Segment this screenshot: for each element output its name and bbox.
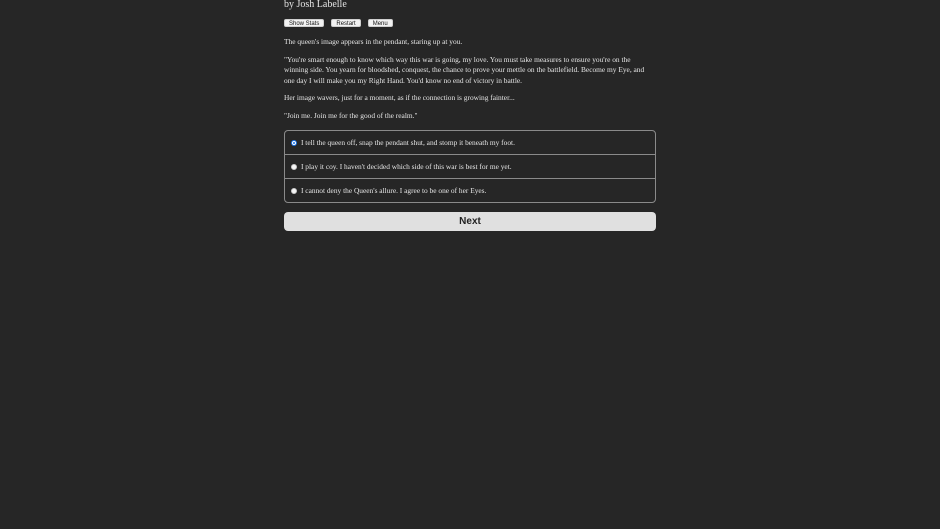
story-paragraph: "You're smart enough to know which way this war is going, my love. You must take measures to ensure you're on the winning side. You yearn for bloodshed, conquest, the chance to prove your mettle on the battlefield. Become my Eye, and one day I will make you my Right Hand. You'd know no end of victory in battle. [284, 54, 645, 85]
next-button[interactable]: Next [284, 212, 656, 231]
radio-button[interactable] [291, 164, 297, 170]
choice-option-3[interactable] [285, 178, 655, 202]
choice-label: I tell the queen off, snap the pendant shut, and stomp it beneath my foot. [301, 138, 515, 147]
show-stats-button[interactable]: Show Stats [284, 19, 324, 27]
choice-label: I cannot deny the Queen's allure. I agree to be one of her Eyes. [301, 186, 487, 195]
choice-option-2[interactable] [285, 154, 655, 178]
toolbar [284, 19, 656, 29]
story-paragraph: Her image wavers, just for a moment, as if the connection is growing fainter... [284, 93, 515, 102]
story-paragraph: "Join me. Join me for the good of the realm." [284, 110, 418, 120]
story-paragraph: The queen's image appears in the pendant, staring up at you. [284, 37, 463, 46]
choice-list [284, 130, 656, 203]
menu-button[interactable]: Menu [368, 19, 393, 27]
radio-button-selected[interactable] [291, 140, 297, 146]
choice-option-1[interactable] [285, 131, 655, 154]
restart-button[interactable]: Restart [331, 19, 360, 27]
choice-label: I play it coy. I haven't decided which side of this war is best for me yet. [301, 162, 512, 171]
story-container [284, 0, 656, 231]
radio-button[interactable] [291, 188, 297, 194]
author-byline: by Josh Labelle [284, 0, 347, 10]
